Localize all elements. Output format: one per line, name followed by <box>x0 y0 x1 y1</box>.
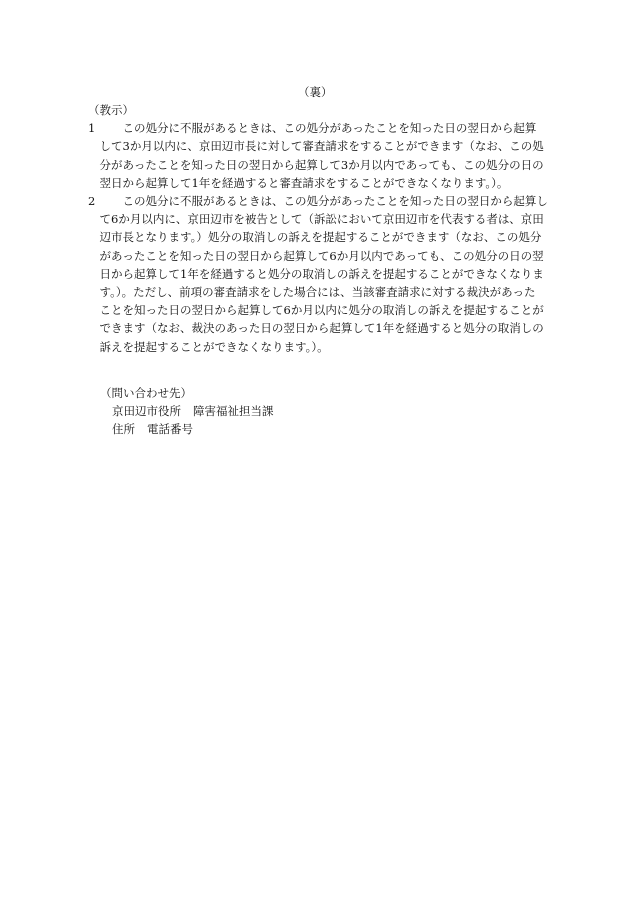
notice-item-line: して3か月以内に、京田辺市長に対して審査請求をすることができます（なお、この処 <box>99 139 544 154</box>
notice-item-1 <box>88 119 548 192</box>
contact-block <box>100 384 274 439</box>
notice-heading: （教示） <box>88 103 134 117</box>
notice-item-2 <box>88 192 548 356</box>
appeal-notice <box>88 101 548 356</box>
notice-item-line: この処分に不服があるときは、この処分があったことを知った日の翌日から起算し <box>122 194 548 209</box>
notice-item-line: て6か月以内に、京田辺市を被告として（訴訟において京田辺市を代表する者は、京田 <box>99 212 544 227</box>
notice-item-number: 2 <box>88 194 96 209</box>
contact-office: 京田辺市役所 <box>112 404 181 419</box>
contact-address-label: 住所 <box>112 422 135 437</box>
notice-item-line: があったことを知った日の翌日から起算して6か月以内であっても、この処分の日の翌 <box>99 248 544 263</box>
page-side-label: （裏） <box>298 85 333 99</box>
notice-item-number: 1 <box>88 121 96 136</box>
notice-item-line: 辺市長となります。）処分の取消しの訴えを提起することができます（なお、この処分 <box>99 230 542 245</box>
notice-item-line: 翌日から起算して1年を経過すると審査請求をすることができなくなります。）。 <box>99 175 509 190</box>
contact-address-line <box>100 420 274 438</box>
notice-item-line: す。）。ただし、前項の審査請求をした場合には、当該審査請求に対する裁決があった <box>99 285 536 300</box>
notice-item-line: ことを知った日の翌日から起算して6か月以内に処分の取消しの訴えを提起することが <box>99 303 544 318</box>
notice-item-line: この処分に不服があるときは、この処分があったことを知った日の翌日から起算 <box>122 121 537 136</box>
contact-heading: （問い合わせ先） <box>100 386 192 400</box>
contact-department: 障害福祉担当課 <box>193 404 274 419</box>
notice-item-line: 訴えを提起することができなくなります。）。 <box>99 339 329 354</box>
notice-item-line: できます（なお、裁決のあった日の翌日から起算して1年を経過すると処分の取消しの <box>99 321 544 336</box>
notice-item-line: 日から起算して1年を経過すると処分の取消しの訴えを提起することができなくなりま <box>99 266 544 281</box>
contact-office-line <box>100 402 274 420</box>
contact-phone-label: 電話番号 <box>147 422 193 437</box>
notice-item-line: 分があったことを知った日の翌日から起算して3か月以内であっても、この処分の日の <box>99 157 544 172</box>
